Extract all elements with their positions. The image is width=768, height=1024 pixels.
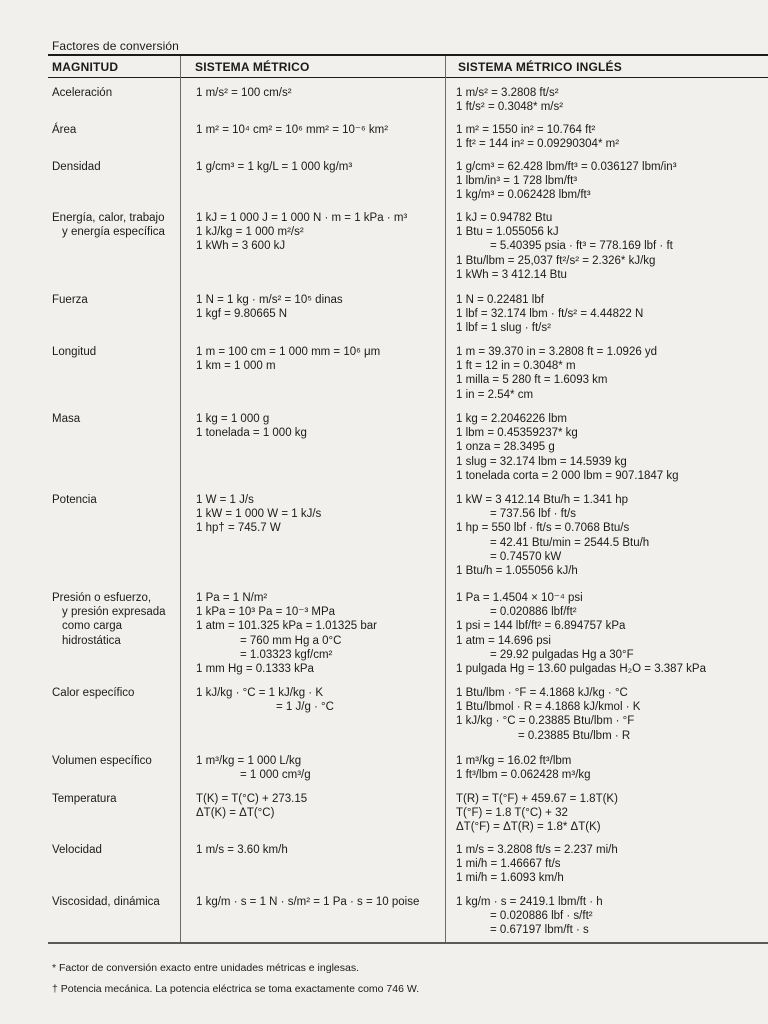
header-sistema-metrico: SISTEMA MÉTRICO xyxy=(195,60,310,74)
ingles-line: 1 m = 39.370 in = 3.2808 ft = 1.0926 yd xyxy=(456,346,658,358)
ingles-line: 1 ft³/lbm = 0.062428 m³/kg xyxy=(456,769,591,782)
magnitud-label: Viscosidad, dinámica xyxy=(52,896,160,908)
header-sistema-ingles: SISTEMA MÉTRICO INGLÉS xyxy=(458,60,622,74)
metrico-line: 1 N = 1 kg · m/s² = 10⁵ dinas xyxy=(196,294,343,306)
metrico-line: 1 m/s² = 100 cm/s² xyxy=(196,87,292,99)
ingles-line: 1 pulgada Hg = 13.60 pulgadas H₂O = 3.387 kPa xyxy=(456,663,706,676)
ingles-line: = 0.23885 Btu/lbm · R xyxy=(518,729,631,742)
ingles-cell xyxy=(456,123,768,151)
metrico-line: 1 m/s = 3.60 km/h xyxy=(196,844,288,856)
magnitud-label: Densidad xyxy=(52,161,101,173)
ingles-cell xyxy=(456,843,768,886)
ingles-line: 1 Btu/lbm · °F = 4.1868 kJ/kg · °C xyxy=(456,687,628,699)
magnitud-cell xyxy=(52,412,180,426)
metrico-cell xyxy=(196,493,446,536)
metrico-line: ΔT(K) = ΔT(°C) xyxy=(196,807,275,820)
ingles-line: ΔT(°F) = ΔT(R) = 1.8* ΔT(K) xyxy=(456,821,601,834)
magnitud-cell xyxy=(52,754,180,768)
ingles-line: 1 kW = 3 412.14 Btu/h = 1.341 hp xyxy=(456,494,628,506)
ingles-cell xyxy=(456,86,768,114)
magnitud-label: Masa xyxy=(52,413,81,425)
ingles-cell xyxy=(456,345,768,402)
magnitud-cell xyxy=(52,211,180,239)
metrico-line: 1 km = 1 000 m xyxy=(196,360,276,373)
ingles-line: = 0.74570 kW xyxy=(490,550,562,563)
ingles-line: 1 kJ/kg · °C = 0.23885 Btu/lbm · °F xyxy=(456,715,635,728)
ingles-line: 1 ft² = 144 in² = 0.09290304* m² xyxy=(456,138,620,151)
ingles-line: 1 Btu/lbm = 25,037 ft²/s² = 2.326* kJ/kg xyxy=(456,254,656,267)
ingles-line: 1 ft/s² = 0.3048* m/s² xyxy=(456,101,564,114)
ingles-line: 1 kJ = 0.94782 Btu xyxy=(456,212,553,224)
magnitud-label: Potencia xyxy=(52,494,97,506)
magnitud-label: Fuerza xyxy=(52,294,88,306)
ingles-line: 1 lbf = 1 slug · ft/s² xyxy=(456,322,551,335)
metrico-line: 1 kPa = 10³ Pa = 10⁻³ MPa xyxy=(196,606,336,619)
footnote-exact-factor: * Factor de conversión exacto entre unidades métricas e inglesas. xyxy=(52,962,359,974)
metrico-line: 1 kgf = 9.80665 N xyxy=(196,308,288,321)
ingles-cell xyxy=(456,293,768,336)
metrico-line: 1 m² = 10⁴ cm² = 10⁶ mm² = 10⁻⁶ km² xyxy=(196,124,389,136)
magnitud-label: Presión o esfuerzo, xyxy=(52,592,152,604)
magnitud-cell xyxy=(52,86,180,100)
ingles-line: 1 g/cm³ = 62.428 lbm/ft³ = 0.036127 lbm/in³ xyxy=(456,161,677,173)
metrico-line: 1 g/cm³ = 1 kg/L = 1 000 kg/m³ xyxy=(196,161,353,173)
metrico-line: 1 kg = 1 000 g xyxy=(196,413,270,425)
metrico-line: = 1 J/g · °C xyxy=(276,701,334,714)
ingles-line: 1 mi/h = 1.46667 ft/s xyxy=(456,858,561,871)
ingles-line: 1 psi = 144 lbf/ft² = 6.894757 kPa xyxy=(456,620,626,633)
ingles-line: = 0.020886 lbf · s/ft² xyxy=(490,910,593,923)
table-caption: Factores de conversión xyxy=(52,39,179,53)
header-magnitud: MAGNITUD xyxy=(52,60,119,74)
metrico-cell xyxy=(196,686,446,714)
magnitud-label: Energía, calor, trabajo xyxy=(52,212,165,224)
metrico-line: 1 m = 100 cm = 1 000 mm = 10⁶ μm xyxy=(196,346,381,358)
ingles-line: 1 in = 2.54* cm xyxy=(456,388,534,401)
metrico-line: T(K) = T(°C) + 273.15 xyxy=(196,793,308,805)
magnitud-label: Área xyxy=(52,124,77,136)
magnitud-cell xyxy=(52,792,180,806)
ingles-line: 1 slug = 32.174 lbm = 14.5939 kg xyxy=(456,455,627,468)
metrico-cell xyxy=(196,412,446,440)
ingles-line: 1 lbm = 0.45359237* kg xyxy=(456,427,578,440)
metrico-cell xyxy=(196,86,446,100)
magnitud-cell xyxy=(52,895,180,909)
footnote-mechanical-power: † Potencia mecánica. La potencia eléctrica se toma exactamente como 746 W. xyxy=(52,983,420,995)
metrico-cell xyxy=(196,211,446,254)
metrico-line: 1 kW = 1 000 W = 1 kJ/s xyxy=(196,508,322,521)
metrico-line: 1 Pa = 1 N/m² xyxy=(196,592,268,604)
ingles-cell xyxy=(456,686,768,743)
ingles-line: = 0.020886 lbf/ft² xyxy=(490,606,577,619)
ingles-line: 1 atm = 14.696 psi xyxy=(456,634,551,647)
ingles-line: 1 Btu = 1.055056 kJ xyxy=(456,226,559,239)
ingles-line: = 737.56 lbf · ft/s xyxy=(490,508,576,521)
ingles-line: 1 mi/h = 1.6093 km/h xyxy=(456,872,564,885)
ingles-line: = 42.41 Btu/min = 2544.5 Btu/h xyxy=(490,536,650,549)
metrico-line: 1 tonelada = 1 000 kg xyxy=(196,427,307,440)
ingles-line: 1 ft = 12 in = 0.3048* m xyxy=(456,360,576,373)
ingles-line: 1 kg = 2.2046226 lbm xyxy=(456,413,567,425)
magnitud-label: como carga xyxy=(62,620,123,633)
metrico-line: 1 kJ/kg = 1 000 m²/s² xyxy=(196,226,304,239)
metrico-line: = 1.03323 kgf/cm² xyxy=(240,648,333,661)
magnitud-label: Aceleración xyxy=(52,87,113,99)
metrico-cell xyxy=(196,792,446,820)
magnitud-cell xyxy=(52,493,180,507)
magnitud-label: Temperatura xyxy=(52,793,117,805)
ingles-cell xyxy=(456,895,768,938)
ingles-cell xyxy=(456,211,768,282)
ingles-cell xyxy=(456,160,768,203)
ingles-line: 1 m/s² = 3.2808 ft/s² xyxy=(456,87,559,99)
metrico-cell xyxy=(196,591,446,676)
magnitud-label: Volumen específico xyxy=(52,755,152,767)
metrico-cell xyxy=(196,843,446,857)
ingles-line: 1 lbm/in³ = 1 728 lbm/ft³ xyxy=(456,175,578,188)
metrico-cell xyxy=(196,293,446,321)
ingles-line: 1 onza = 28.3495 g xyxy=(456,441,555,454)
ingles-line: 1 Pa = 1.4504 × 10⁻⁴ psi xyxy=(456,592,583,604)
magnitud-cell xyxy=(52,591,180,648)
magnitud-cell xyxy=(52,345,180,359)
ingles-line: T(R) = T(°F) + 459.67 = 1.8T(K) xyxy=(456,793,618,805)
ingles-line: 1 m³/kg = 16.02 ft³/lbm xyxy=(456,755,572,767)
table-header-rule xyxy=(48,77,768,78)
metrico-line: 1 kJ = 1 000 J = 1 000 N · m = 1 kPa · m³ xyxy=(196,212,408,224)
magnitud-label: y presión expresada xyxy=(62,606,166,619)
magnitud-cell xyxy=(52,293,180,307)
metrico-cell xyxy=(196,160,446,174)
magnitud-cell xyxy=(52,160,180,174)
ingles-line: 1 kg/m · s = 2419.1 lbm/ft · h xyxy=(456,896,603,908)
ingles-line: 1 tonelada corta = 2 000 lbm = 907.1847 kg xyxy=(456,469,679,482)
magnitud-label: Velocidad xyxy=(52,844,102,856)
magnitud-label: Longitud xyxy=(52,346,97,358)
ingles-cell xyxy=(456,792,768,835)
ingles-cell xyxy=(456,412,768,483)
ingles-line: = 0.67197 lbm/ft · s xyxy=(490,924,589,937)
magnitud-label: hidrostática xyxy=(62,634,121,647)
metrico-cell xyxy=(196,123,446,137)
magnitud-label: Calor específico xyxy=(52,687,135,699)
metrico-cell xyxy=(196,895,446,909)
ingles-cell xyxy=(456,493,768,578)
magnitud-cell xyxy=(52,843,180,857)
ingles-line: = 5.40395 psia · ft³ = 778.169 lbf · ft xyxy=(490,240,673,253)
ingles-line: 1 kWh = 3 412.14 Btu xyxy=(456,268,567,281)
ingles-line: 1 m² = 1550 in² = 10.764 ft² xyxy=(456,124,596,136)
metrico-line: 1 W = 1 J/s xyxy=(196,494,254,506)
table-bottom-rule xyxy=(48,942,768,944)
ingles-line: = 29.92 pulgadas Hg a 30°F xyxy=(490,648,634,661)
table-top-rule xyxy=(48,54,768,56)
magnitud-cell xyxy=(52,123,180,137)
ingles-line: 1 hp = 550 lbf · ft/s = 0.7068 Btu/s xyxy=(456,522,630,535)
metrico-line: 1 m³/kg = 1 000 L/kg xyxy=(196,755,302,767)
ingles-cell xyxy=(456,754,768,782)
ingles-cell xyxy=(456,591,768,676)
metrico-line: 1 atm = 101.325 kPa = 1.01325 bar xyxy=(196,620,377,633)
metrico-line: 1 kg/m · s = 1 N · s/m² = 1 Pa · s = 10 poise xyxy=(196,896,420,908)
ingles-line: 1 m/s = 3.2808 ft/s = 2.237 mi/h xyxy=(456,844,618,856)
metrico-line: 1 hp† = 745.7 W xyxy=(196,522,281,535)
ingles-line: T(°F) = 1.8 T(°C) + 32 xyxy=(456,807,568,820)
metrico-cell xyxy=(196,754,446,782)
metrico-line: 1 kWh = 3 600 kJ xyxy=(196,240,286,253)
metrico-line: 1 kJ/kg · °C = 1 kJ/kg · K xyxy=(196,687,323,699)
ingles-line: 1 N = 0.22481 lbf xyxy=(456,294,544,306)
ingles-line: 1 Btu/lbmol · R = 4.1868 kJ/kmol · K xyxy=(456,701,641,714)
column-divider-1 xyxy=(180,56,181,942)
ingles-line: 1 lbf = 32.174 lbm · ft/s² = 4.44822 N xyxy=(456,308,644,321)
metrico-cell xyxy=(196,345,446,373)
ingles-line: 1 kg/m³ = 0.062428 lbm/ft³ xyxy=(456,189,591,202)
ingles-line: 1 milla = 5 280 ft = 1.6093 km xyxy=(456,374,608,387)
metrico-line: = 760 mm Hg a 0°C xyxy=(240,634,342,647)
metrico-line: = 1 000 cm³/g xyxy=(240,769,311,782)
magnitud-label: y energía específica xyxy=(62,226,165,239)
magnitud-cell xyxy=(52,686,180,700)
metrico-line: 1 mm Hg = 0.1333 kPa xyxy=(196,663,314,676)
ingles-line: 1 Btu/h = 1.055056 kJ/h xyxy=(456,565,578,578)
